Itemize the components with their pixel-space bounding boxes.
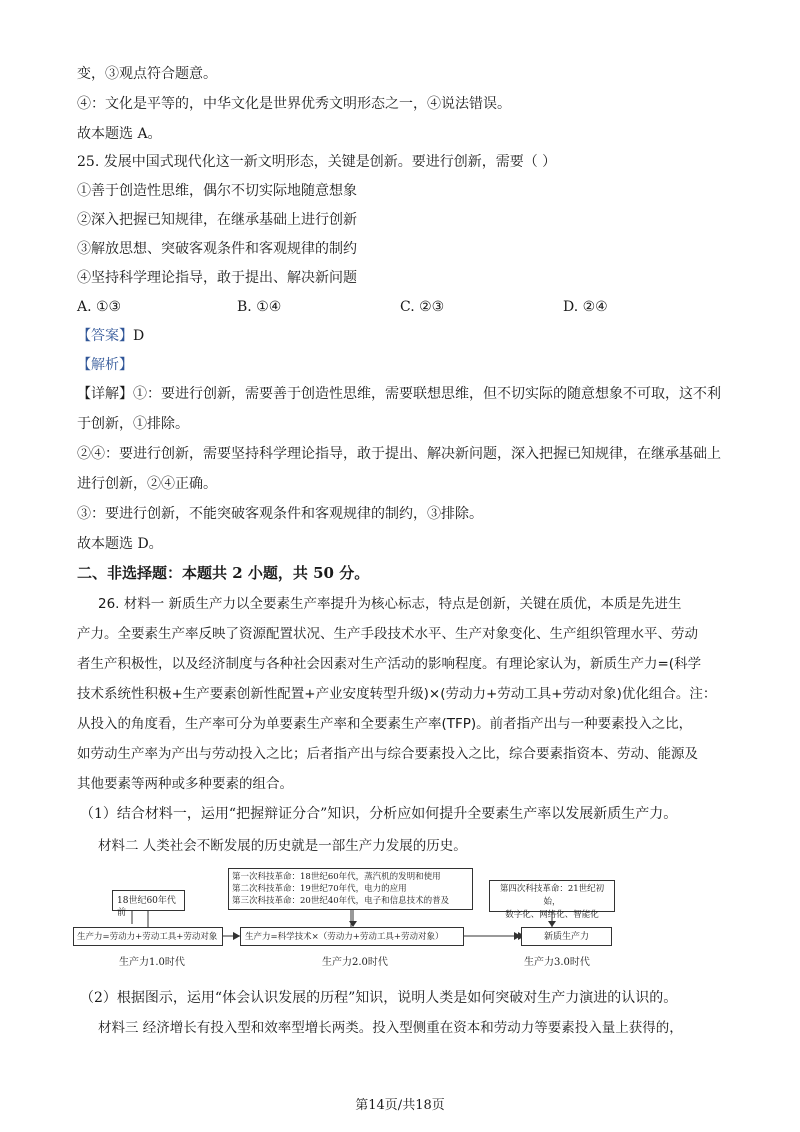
revolution-2: 第二次科技革命：19世纪70年代，电力的应用 xyxy=(232,884,407,894)
detail-line: ②④：要进行创新，需要坚持科学理论指导，敢于提出、解决新问题，深入把握已知规律，在继承基础上 xyxy=(77,446,721,462)
detail-line: 进行创新，②④正确。 xyxy=(77,476,217,492)
detail-line: 故本题选 D。 xyxy=(77,536,163,552)
material-3: 材料三 经济增长有投入型和效率型增长两类。投入型侧重在资本和劳动力等要素投入量上获得的， xyxy=(98,1020,683,1036)
option-4: ④坚持科学理论指导，敢于提出、解决新问题 xyxy=(77,270,357,286)
era2-caption: 生产力2.0时代 xyxy=(322,957,388,968)
material-line: 26. 材料一 新质生产力以全要素生产率提升为核心标志，特点是创新，关键在质优，本质是先进生 xyxy=(98,596,682,612)
material-line: 从投入的角度看，生产率可分为单要素生产率和全要素生产率(TFP)。前者指产出与一种要素投入之比， xyxy=(77,716,693,732)
material-line: 技术系统性积极+生产要素创新性配置+产业安度转型升级)×(劳动力+劳动工具+劳动对象)优化组合。注： xyxy=(77,686,717,702)
page-footer: 第14页/共18页 xyxy=(355,1098,445,1113)
choice-c: C. ②③ xyxy=(400,299,445,315)
era3-caption: 生产力3.0时代 xyxy=(524,957,590,968)
option-1: ①善于创造性思维，偶尔不切实际地随意想象 xyxy=(77,183,357,199)
era3-formula-box: 新质生产力 xyxy=(521,927,612,946)
option-2: ②深入把握已知规律，在继承基础上进行创新 xyxy=(77,212,357,228)
era2-formula-box: 生产力=科学技术×（劳动力+劳动工具+劳动对象） xyxy=(240,927,464,946)
detail-line: ③：要进行创新，不能突破客观条件和客观规律的制约，③排除。 xyxy=(77,506,483,522)
revolution-4-features: 数字化、网络化、智能化 xyxy=(505,910,599,920)
text-line: 变，③观点符合题意。 xyxy=(77,66,217,82)
material-line: 产力。全要素生产率反映了资源配置状况、生产手段技术水平、生产对象变化、生产组织管理水平、劳动 xyxy=(77,626,698,642)
section-heading: 二、非选择题：本题共 2 小题，共 50 分。 xyxy=(77,564,370,582)
question-25: 25. 发展中国式现代化这一新文明形态，关键是创新。要进行创新，需要（ ） xyxy=(77,154,557,170)
text-line: ④：文化是平等的，中华文化是世界优秀文明形态之一，④说法错误。 xyxy=(77,96,511,112)
sub-question-2: （2）根据图示，运用“体会认识发展的历程”知识，说明人类是如何突破对生产力演进的认识的。 xyxy=(80,990,678,1006)
era1-top-box: 18世纪60年代前 xyxy=(112,890,185,911)
answer-value: D xyxy=(133,328,145,344)
answer-label: 【答案】 xyxy=(77,328,133,344)
choice-b: B. ①④ xyxy=(237,299,282,315)
revolution-1: 第一次科技革命：18世纪60年代，蒸汽机的发明和使用 xyxy=(232,872,441,882)
era1-caption: 生产力1.0时代 xyxy=(119,957,185,968)
revolution-3: 第三次科技革命：20世纪40年代，电子和信息技术的普及 xyxy=(232,896,450,906)
detail-label: 【详解】 xyxy=(77,386,133,402)
detail-line: 于创新，①排除。 xyxy=(77,416,189,432)
material-line: 者生产积极性，以及经济制度与各种社会因素对生产活动的影响程度。有理论家认为，新质生产力=(科学 xyxy=(77,656,702,672)
detail-text: ①：要进行创新，需要善于创造性思维，需要联想思维，但不切实际的随意想象不可取，这不利 xyxy=(133,386,721,402)
choice-a: A. ①③ xyxy=(77,299,122,315)
sub-question-1: （1）结合材料一，运用“把握辩证分合”知识，分析应如何提升全要素生产率以发展新质生产力。 xyxy=(80,806,678,822)
choice-d: D. ②④ xyxy=(563,299,608,315)
material-line: 其他要素等两种或多种要素的组合。 xyxy=(77,776,293,792)
era1-formula-box: 生产力=劳动力+劳动工具+劳动对象 xyxy=(73,927,223,946)
option-3: ③解放思想、突破客观条件和客观规律的制约 xyxy=(77,241,357,257)
material-2: 材料二 人类社会不断发展的历史就是一部生产力发展的历史。 xyxy=(98,838,467,854)
material-line: 如劳动生产率为产出与劳动投入之比；后者指产出与综合要素投入之比，综合要素指资本、劳动、能源及 xyxy=(77,746,698,762)
text-line: 故本题选 A。 xyxy=(77,126,162,142)
analysis-label: 【解析】 xyxy=(77,357,133,373)
revolution-4: 第四次科技革命：21世纪初始， xyxy=(499,884,605,907)
